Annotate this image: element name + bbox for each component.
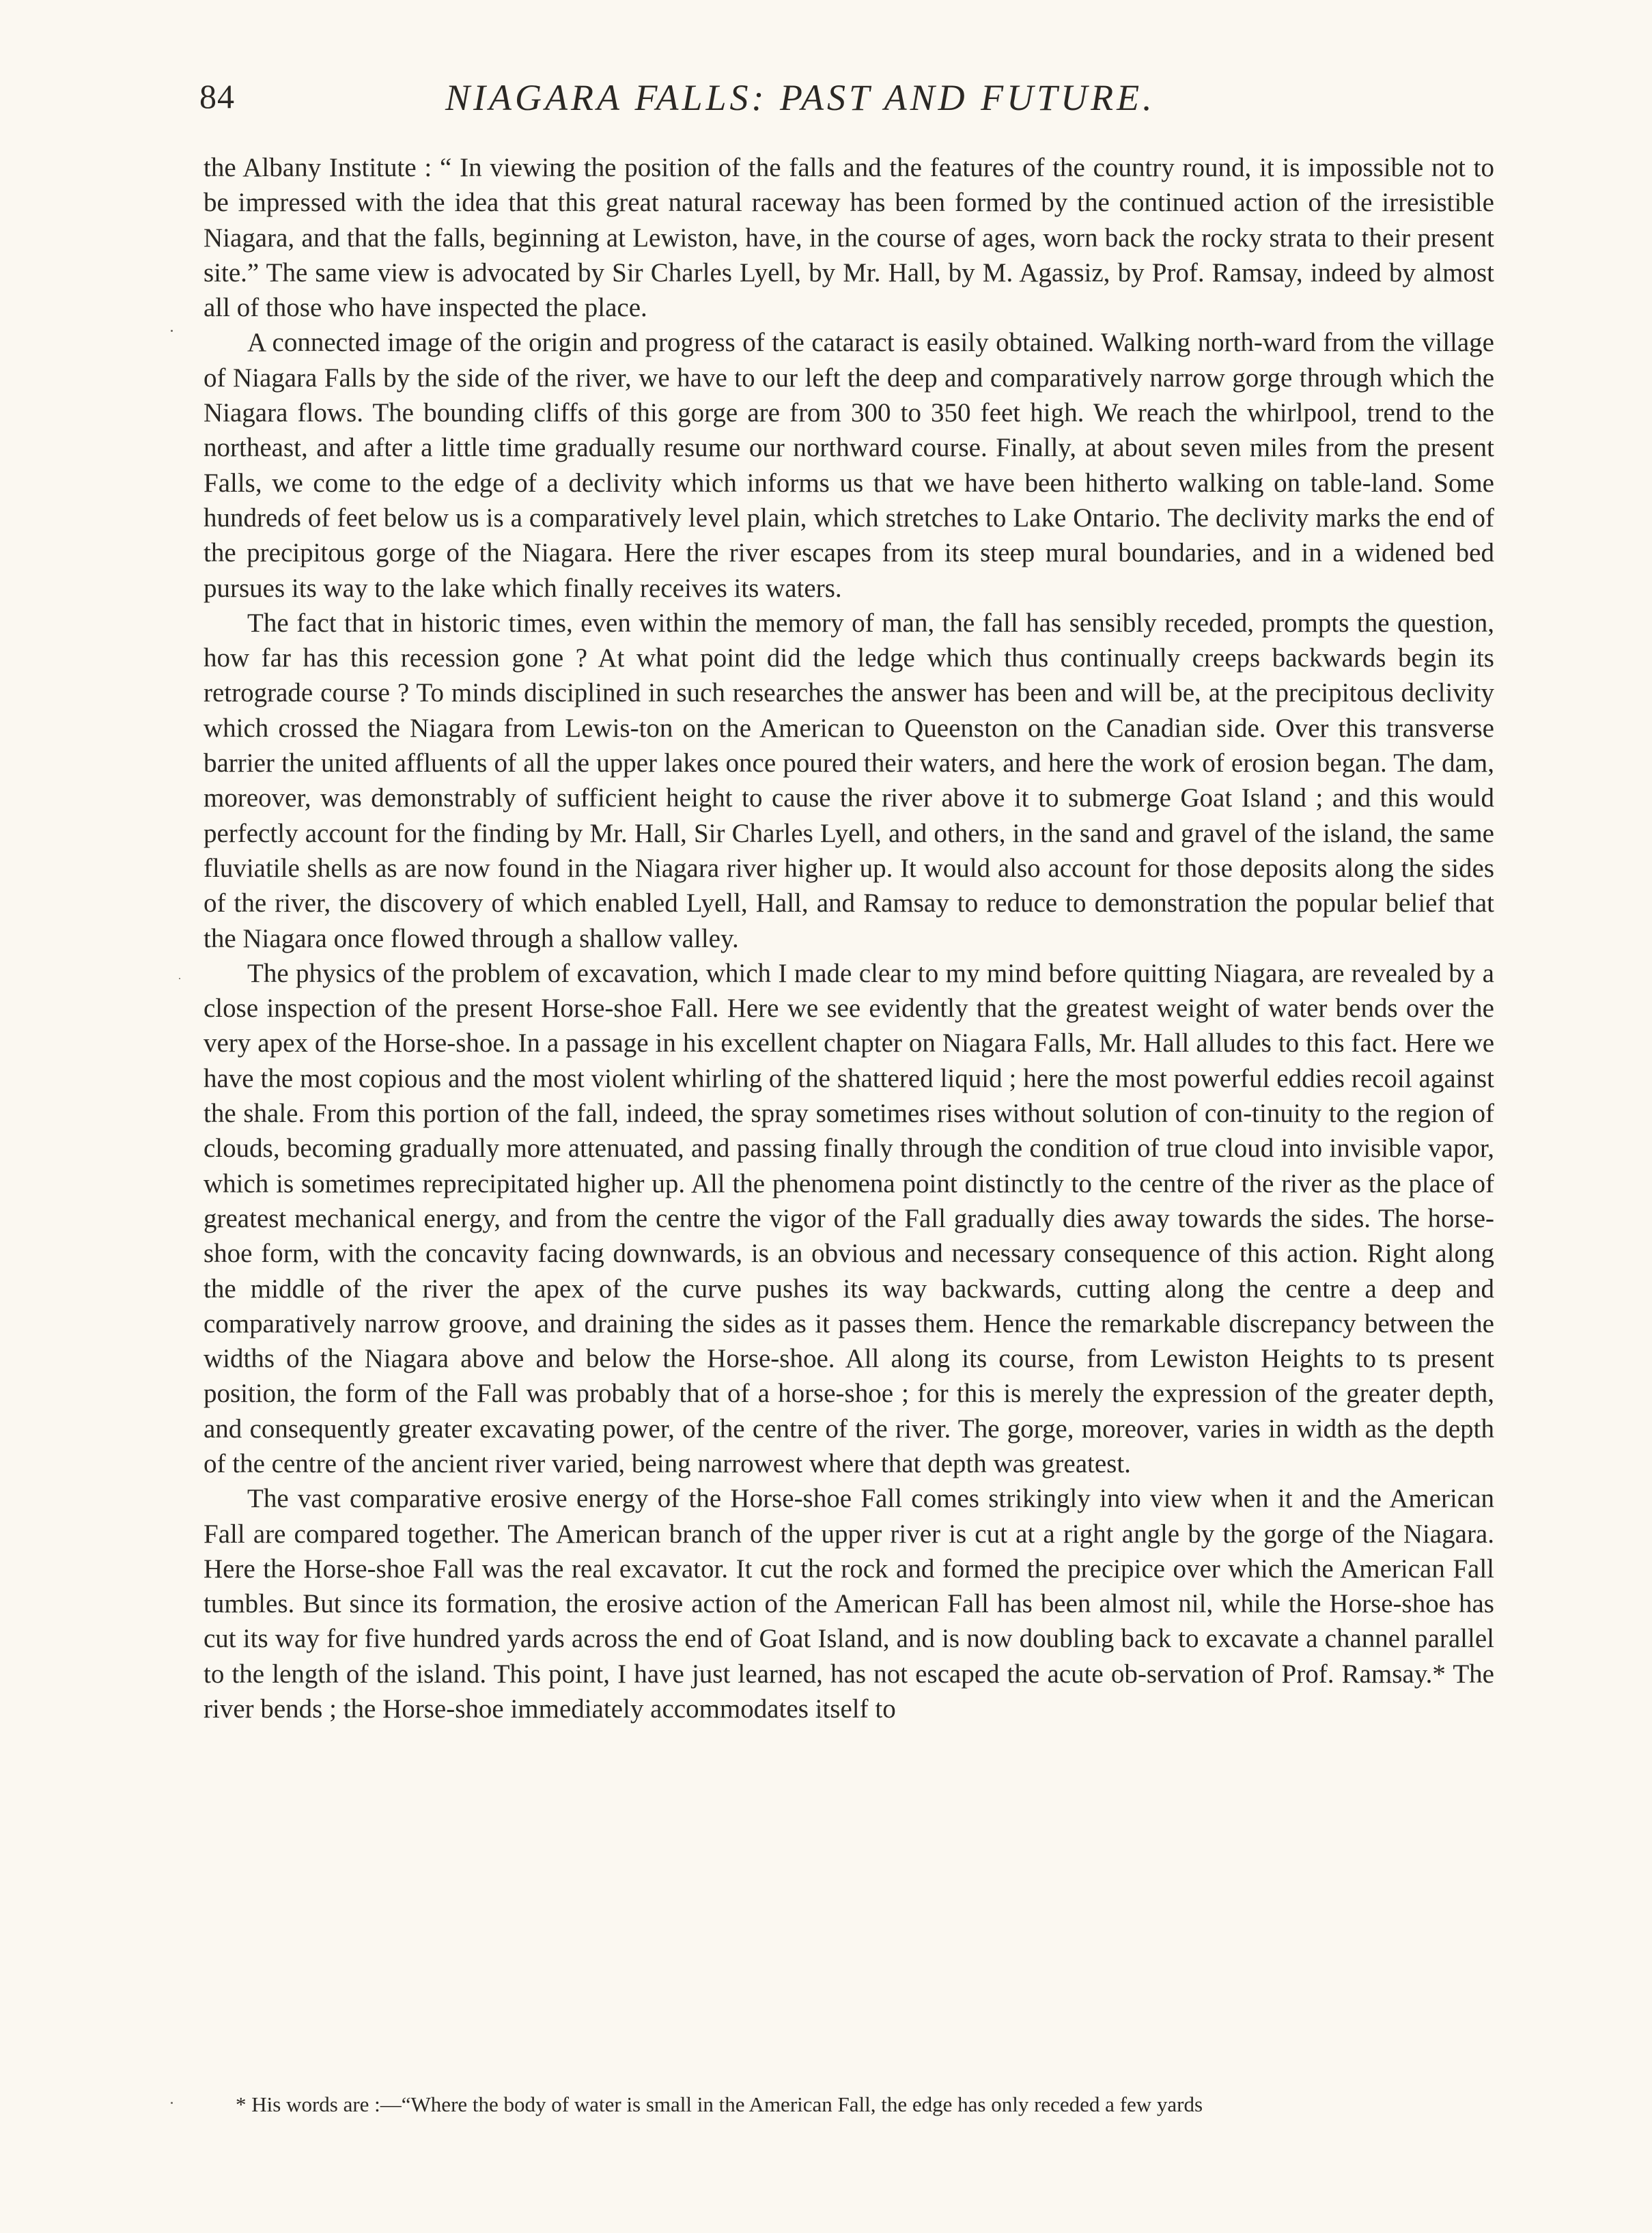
page-number: 84 <box>199 77 235 115</box>
paper-speck <box>171 330 173 332</box>
running-title: NIAGARA FALLS: PAST AND FUTURE. <box>445 77 1156 118</box>
paragraph-1: the Albany Institute : “ In viewing the position of the falls and the features of the country round, it is impossible not to be impressed with the idea that this great natural raceway has been formed by the continued action of the irresistible Niagara, and that the falls, beginning at Lewiston, have, in the course of ages, worn back the rocky strata to their present site.” The same view is advocated by Sir Charles Lyell, by Mr. Hall, by M. Agassiz, by Prof. Ramsay, indeed by almost all of those who have inspected the place. <box>204 153 1494 323</box>
paragraph-2: A connected image of the origin and progress of the cataract is easily obtained. Walking north-ward from the village of Niagara Falls by the side of the river, we have to our left the deep and comparatively narrow gorge through which the Niagara flows. The bounding cliffs of this gorge are from 300 to 350 feet high. We reach the whirlpool, trend to the northeast, and after a little time gradually resume our northward course. Finally, at about seven miles from the present Falls, we come to the edge of a declivity which informs us that we have been hitherto walking on table-land. Some hundreds of feet below us is a comparatively level plain, which stretches to Lake Ontario. The declivity marks the end of the precipitous gorge of the Niagara. Here the river escapes from its steep mural boundaries, and in a widened bed pursues its way to the lake which finally receives its waters. <box>204 328 1494 603</box>
body-text <box>204 150 1494 1726</box>
paper-speck <box>171 2102 173 2104</box>
paragraph-3: The fact that in historic times, even within the memory of man, the fall has sensibly receded, prompts the question, how far has this recession gone ? At what point did the ledge which thus continually creeps backwards begin its retrograde course ? To minds disciplined in such researches the answer has been and will be, at the precipitous declivity which crossed the Niagara from Lewis-ton on the American to Queenston on the Canadian side. Over this transverse barrier the united affluents of all the upper lakes once poured their waters, and here the work of erosion began. The dam, moreover, was demonstrably of sufficient height to cause the river above it to submerge Goat Island ; and this would perfectly account for the finding by Mr. Hall, Sir Charles Lyell, and others, in the sand and gravel of the island, the same fluviatile shells as are now found in the Niagara river higher up. It would also account for those deposits along the sides of the river, the discovery of which enabled Lyell, Hall, and Ramsay to reduce to demonstration the popular belief that the Niagara once flowed through a shallow valley. <box>204 608 1494 953</box>
paragraph-5: The vast comparative erosive energy of the Horse-shoe Fall comes strikingly into view when it and the American Fall are compared together. The American branch of the upper river is cut at a right angle by the gorge of the Niagara. Here the Horse-shoe Fall was the real excavator. It cut the rock and formed the precipice over which the American Fall tumbles. But since its formation, the erosive action of the American Fall has been almost nil, while the Horse-shoe has cut its way for five hundred yards across the end of Goat Island, and is now doubling back to excavate a channel parallel to the length of the island. This point, I have just learned, has not escaped the acute ob-servation of Prof. Ramsay.* The river bends ; the Horse-shoe immediately accommodates itself to <box>204 1484 1494 1724</box>
footnote: * His words are :—“Where the body of water is small in the American Fall, the edge has only receded a few yards <box>236 2092 1203 2116</box>
paragraph-4: The physics of the problem of excavation, which I made clear to my mind before quitting Niagara, are revealed by a close inspection of the present Horse-shoe Fall. Here we see evidently that the greatest weight of water bends over the very apex of the Horse-shoe. In a passage in his excellent chapter on Niagara Falls, Mr. Hall alludes to this fact. Here we have the most copious and the most violent whirling of the shattered liquid ; here the most powerful eddies recoil against the shale. From this portion of the fall, indeed, the spray sometimes rises without solution of con-tinuity to the region of clouds, becoming gradually more attenuated, and passing finally through the condition of true cloud into invisible vapor, which is sometimes reprecipitated higher up. All the phenomena point distinctly to the centre of the river as the place of greatest mechanical energy, and from the centre the vigor of the Fall gradually dies away towards the sides. The horse-shoe form, with the concavity facing downwards, is an obvious and necessary consequence of this action. Right along the middle of the river the apex of the curve pushes its way backwards, cutting along the centre a deep and comparatively narrow groove, and draining the sides as it passes them. Hence the remarkable discrepancy between the widths of the Niagara above and below the Horse-shoe. All along its course, from Lewiston Heights to ts present position, the form of the Fall was probably that of a horse-shoe ; for this is merely the expression of the greater depth, and consequently greater excavating power, of the centre of the river. The gorge, moreover, varies in width as the depth of the centre of the ancient river varied, being narrowest where that depth was greatest. <box>204 958 1494 1478</box>
running-head <box>199 76 1497 124</box>
paper-speck <box>179 978 180 979</box>
